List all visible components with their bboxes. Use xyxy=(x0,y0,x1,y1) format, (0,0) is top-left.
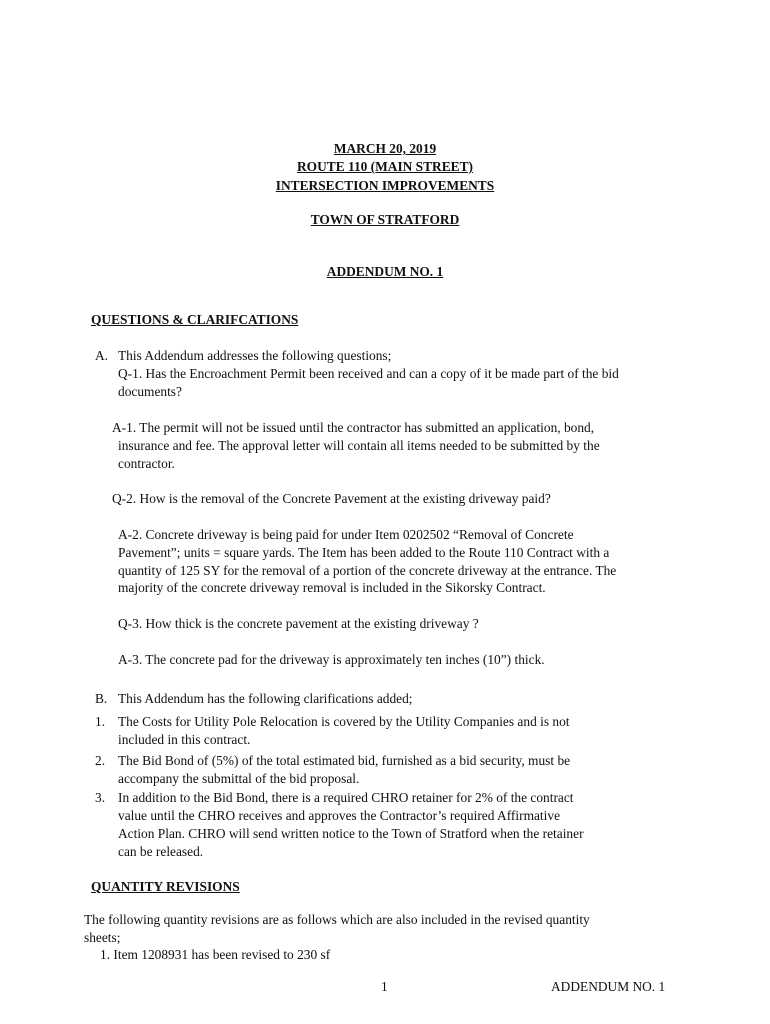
clarification-2-number: 2. xyxy=(95,753,106,768)
question-1-line-1: Q-1. Has the Encroachment Permit been received and can a copy of it be made part of the bid xyxy=(118,366,619,381)
question-1-line-2: documents? xyxy=(118,384,182,399)
clarification-1-line-2: included in this contract. xyxy=(118,732,251,747)
section-b-intro: This Addendum has the following clarifications added; xyxy=(118,691,413,706)
clarification-1-line-1: The Costs for Utility Pole Relocation is covered by the Utility Companies and is not xyxy=(118,714,570,729)
header-addendum: ADDENDUM NO. 1 xyxy=(326,264,444,279)
answer-2-line-1: A-2. Concrete driveway is being paid for under Item 0202502 “Removal of Concrete xyxy=(118,527,574,542)
quantity-item-1: 1. Item 1208931 has been revised to 230 sf xyxy=(100,947,331,962)
clarification-3-line-4: can be released. xyxy=(118,844,204,859)
section-a-marker: A. xyxy=(95,348,109,363)
section-b-marker: B. xyxy=(95,691,108,706)
answer-2-line-3: quantity of 125 SY for the removal of a portion of the concrete driveway at the entrance. The xyxy=(118,563,617,578)
answer-3: A-3. The concrete pad for the driveway is approximately ten inches (10”) thick. xyxy=(118,652,545,667)
clarification-1-number: 1. xyxy=(95,714,106,729)
quantity-intro-line-2: sheets; xyxy=(84,930,121,945)
answer-1-line-1: A-1. The permit will not be issued until the contractor has submitted an application, bond, xyxy=(112,420,595,435)
header-route: ROUTE 110 (MAIN STREET) xyxy=(297,159,473,174)
answer-1-line-3: contractor. xyxy=(118,456,175,471)
header-project: INTERSECTION IMPROVEMENTS xyxy=(275,178,495,193)
answer-1-line-2: insurance and fee. The approval letter will contain all items needed to be submitted by the xyxy=(118,438,600,453)
header-town: TOWN OF STRATFORD xyxy=(310,212,460,227)
answer-2-line-2: Pavement”; units = square yards. The Item has been added to the Route 110 Contract with a xyxy=(118,545,610,560)
footer-page-number: 1 xyxy=(381,979,388,994)
footer-label: ADDENDUM NO. 1 xyxy=(551,979,666,994)
header-date: MARCH 20, 2019 xyxy=(333,141,437,156)
section-a-intro: This Addendum addresses the following questions; xyxy=(118,348,392,363)
clarification-3-line-1: In addition to the Bid Bond, there is a required CHRO retainer for 2% of the contract xyxy=(118,790,574,805)
answer-2-line-4: majority of the concrete driveway removal is included in the Sikorsky Contract. xyxy=(118,580,546,595)
quantity-heading: QUANTITY REVISIONS xyxy=(91,879,240,894)
clarification-2-line-1: The Bid Bond of (5%) of the total estimated bid, furnished as a bid security, must be xyxy=(118,753,571,768)
clarification-2-line-2: accompany the submittal of the bid proposal. xyxy=(118,771,360,786)
clarification-3-line-3: Action Plan. CHRO will send written notice to the Town of Stratford when the retainer xyxy=(118,826,584,841)
question-3: Q-3. How thick is the concrete pavement at the existing driveway ? xyxy=(118,616,479,631)
quantity-intro-line-1: The following quantity revisions are as follows which are also included in the revised quantity xyxy=(84,912,590,927)
questions-heading: QUESTIONS & CLARIFCATIONS xyxy=(91,312,299,327)
question-2: Q-2. How is the removal of the Concrete Pavement at the existing driveway paid? xyxy=(112,491,551,506)
clarification-3-number: 3. xyxy=(95,790,106,805)
clarification-3-line-2: value until the CHRO receives and approves the Contractor’s required Affirmative xyxy=(118,808,561,823)
